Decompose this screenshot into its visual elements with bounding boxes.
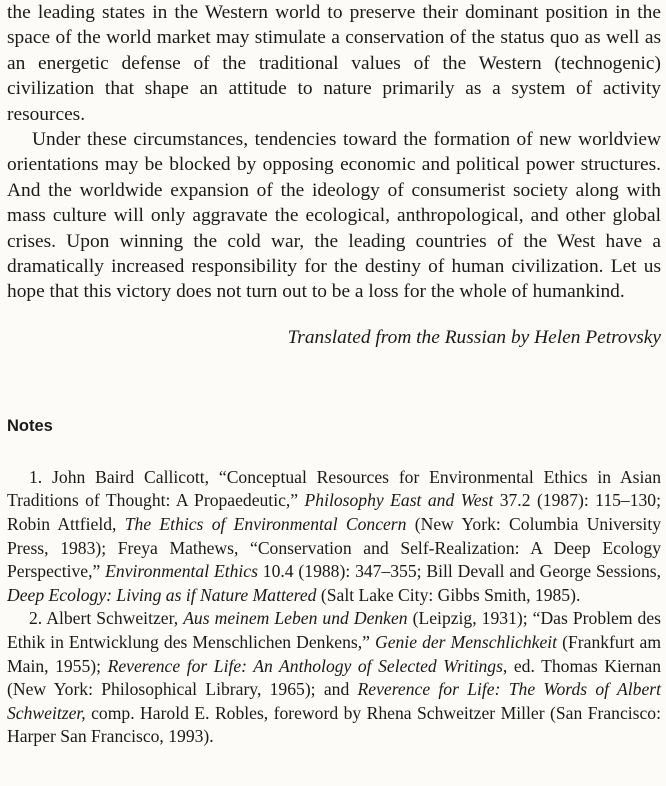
- note-number: 2.: [29, 608, 47, 629]
- note-text: (Leipzig, 1931); “Das Problem des Ethik in Entwicklung des Menschlichen Denkens,”: [7, 608, 661, 653]
- body-text: [7, 0, 661, 305]
- paragraph: Under these circumstances, tendencies toward the formation of new worldview orientations may be blocked by opposing economic and political power structures. And the worldwide expansion of the ideology of consumerist society along with mass culture will only aggravate the ecological, anthropological, and other global crises. Upon winning the cold war, the leading countries of the West have a dramatically increased responsibility for the destiny of human civilization. Let us hope that this victory does not turn out to be a loss for the whole of humankind.: [7, 129, 661, 303]
- note-text: (Salt Lake City: Gibbs Smith, 1985).: [316, 584, 581, 605]
- paragraph-continued: the leading states in the Western world to preserve their dominant position in the space of the world market may stimulate a conservation of the status quo as well as an energetic defense of the traditional values of the Western (technogenic) civilization that shape an attitude to nature primarily as a system of activity resources.: [7, 2, 661, 125]
- note-title-italic: Environmental Ethics: [105, 561, 258, 582]
- note-number: 1.: [29, 466, 53, 487]
- note-title-italic: Aus meinem Leben und Denken: [183, 608, 408, 629]
- note-title-italic: Genie der Menschlichkeit: [375, 632, 558, 653]
- note-item: [7, 607, 661, 749]
- note-text: Albert Schweitzer,: [46, 608, 184, 629]
- note-title-italic: The Ethics of Environmental Concern: [124, 514, 407, 535]
- notes-list: [7, 466, 661, 749]
- translator-credit: Translated from the Russian by Helen Petrovsky: [287, 326, 661, 348]
- note-text: comp. Harold E. Robles, foreword by Rhena Schweitzer Miller (San Francisco: Harper San Francisco, 1993).: [7, 702, 661, 747]
- notes-heading: Notes: [7, 416, 53, 435]
- note-title-italic: Philosophy East and West: [304, 490, 494, 511]
- note-text: , ed. Thomas Kiernan (New York: Philosophical Library, 1965); and: [7, 655, 661, 700]
- note-text: 10.4 (1988): 347–355; Bill Devall and George Sessions,: [257, 561, 661, 582]
- note-text: (New York: Columbia University Press, 1983); Freya Mathews, “Conservation and Self-Realization: A Deep Ecology Perspective,”: [7, 514, 662, 582]
- note-text: John Baird Callicott, “Conceptual Resources for Environmental Ethics in Asian Traditions of Thought: A Propaedeutic,”: [7, 466, 662, 511]
- document-page: [7, 0, 661, 749]
- note-text: (Frankfurt am Main, 1955);: [7, 632, 662, 676]
- note-item: [7, 466, 661, 608]
- note-title-italic: Reverence for Life: The Words of Albert Schweitzer,: [7, 679, 661, 723]
- note-title-italic: Reverence for Life: An Anthology of Selected Writings: [107, 655, 503, 676]
- note-text: 37.2 (1987): 115–130; Robin Attfield,: [7, 490, 661, 535]
- note-title-italic: Deep Ecology: Living as if Nature Mattered: [7, 584, 317, 605]
